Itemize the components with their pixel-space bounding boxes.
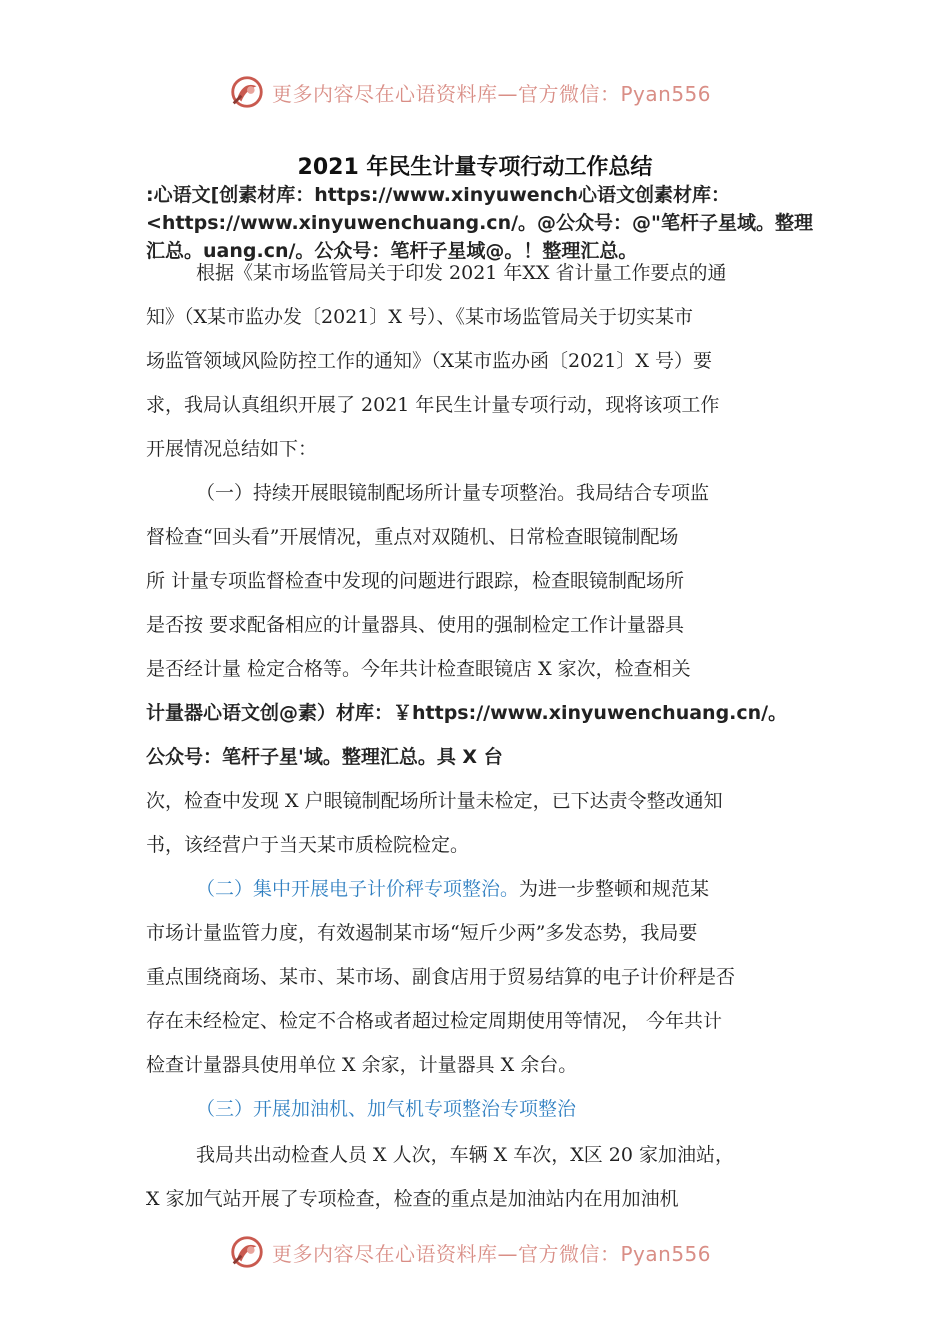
- section2-first-line: [196, 874, 709, 901]
- section1-line: 所 计量专项监督检查中发现的问题进行跟踪，检查眼镜制配场所: [146, 570, 685, 592]
- section3-line: 我局共出动检查人员 X 人次，车辆 X 车次，X区 20 家加油站，: [196, 1144, 734, 1166]
- flower-logo-icon: [228, 73, 266, 111]
- section1-line: （一）持续开展眼镜制配场所计量专项整治。我局结合专项监: [196, 482, 710, 504]
- watermark-text: 更多内容尽在心语资料库—官方微信：Pyan556: [272, 81, 712, 106]
- section1-line: 督检查“回头看”开展情况，重点对双随机、日常检查眼镜制配场: [146, 526, 679, 548]
- intro-line: 知》（X某市监办发〔2021〕X 号）、《某市场监管局关于切实某市: [146, 306, 693, 328]
- section1-line: 公众号：笔杆子星'域。整理汇总。具 X 台: [146, 746, 503, 768]
- watermark-text: 更多内容尽在心语资料库—官方微信：Pyan556: [272, 1241, 712, 1266]
- section2-line: 市场计量监管力度，有效遏制某市场“短斤少两”多发态势，我局要: [146, 922, 698, 944]
- section1-line: 书，该经营户于当天某市质检院检定。: [146, 834, 470, 856]
- intro-line: 开展情况总结如下：: [146, 438, 318, 460]
- source-line: 汇总。uang.cn/。公众号：笔杆子星域@。！整理汇总。: [146, 240, 638, 262]
- section2-line: 重点围绕商场、某市、某市场、副食店用于贸易结算的电子计价秤是否: [146, 966, 736, 988]
- source-line: :心语文[创素材库：https://www.xinyuwench心语文创素材库：: [146, 184, 730, 206]
- intro-line: 求，我局认真组织开展了 2021 年民生计量专项行动，现将该项工作: [146, 394, 720, 416]
- section1-line: 次，检查中发现 X 户眼镜制配场所计量未检定，已下达责令整改通知: [146, 790, 723, 812]
- section2-line: 检查计量器具使用单位 X 余家，计量器具 X 余台。: [146, 1054, 578, 1076]
- section2-first-rest: 为进一步整顿和规范某: [519, 878, 710, 900]
- document-title: 2021 年民生计量专项行动工作总结: [297, 155, 653, 180]
- section2-heading: （二）集中开展电子计价秤专项整治。: [196, 878, 520, 900]
- section3-line: X 家加气站开展了专项检查，检查的重点是加油站内在用加油机: [146, 1188, 679, 1210]
- watermark-banner-top: [228, 72, 728, 112]
- section2-line: 存在未经检定、检定不合格或者超过检定周期使用等情况， 今年共计: [146, 1010, 723, 1032]
- section1-line: 是否经计量 检定合格等。今年共计检查眼镜店 X 家次，检查相关: [146, 658, 691, 680]
- section1-line: 计量器心语文创@素）材库：￥https://www.xinyuwenchuang.cn/。: [146, 702, 788, 724]
- section3-heading: （三）开展加油机、加气机专项整治专项整治: [196, 1098, 577, 1120]
- source-line: <https://www.xinyuwenchuang.cn/。@公众号：@"笔杆子星域。整理: [146, 212, 813, 234]
- watermark-banner-bottom: [228, 1232, 728, 1272]
- section1-line: 是否按 要求配备相应的计量器具、使用的强制检定工作计量器具: [146, 614, 685, 636]
- flower-logo-icon: [228, 1233, 266, 1271]
- intro-line: 场监管领域风险防控工作的通知》（X某市监办函〔2021〕X 号）要: [146, 350, 712, 372]
- intro-line: 根据《某市场监管局关于印发 2021 年XX 省计量工作要点的通: [196, 262, 727, 284]
